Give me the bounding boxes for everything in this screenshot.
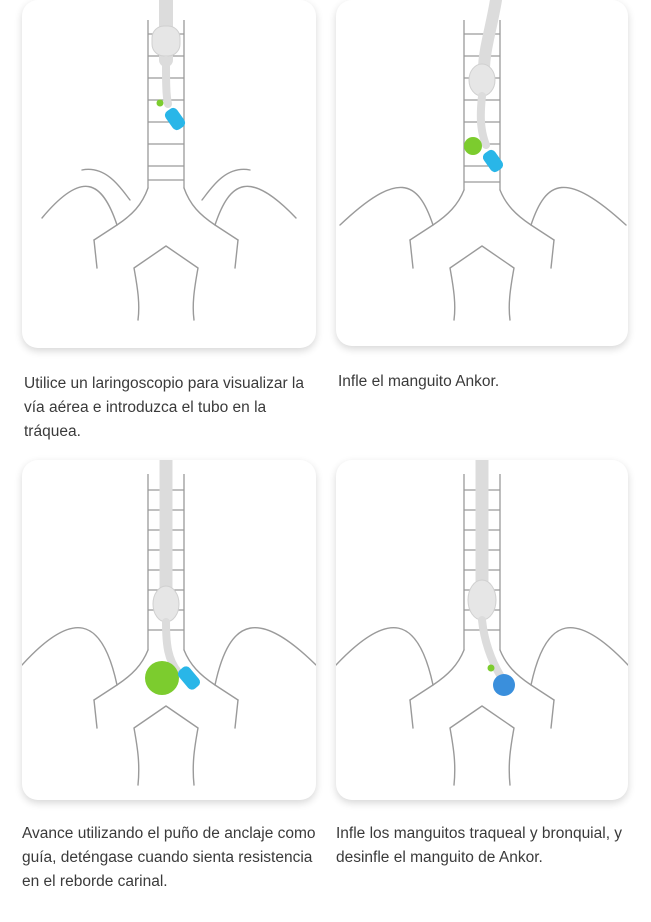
lungs-outline — [42, 169, 296, 320]
step-2-illustration — [336, 0, 628, 346]
endobronchial-tube — [145, 460, 202, 695]
airway-diagram — [22, 0, 316, 348]
step-3-illustration — [22, 460, 316, 800]
endobronchial-tube — [468, 460, 515, 696]
step-1-illustration — [22, 0, 316, 348]
step-4-illustration — [336, 460, 628, 800]
endobronchial-tube — [152, 0, 187, 132]
airway-diagram — [336, 460, 628, 800]
lungs-outline — [340, 187, 626, 320]
step-4-caption: Infle los manguitos traqueal y bronquial, y desinfle el manguito de Ankor. — [336, 825, 623, 866]
lungs-outline — [336, 628, 628, 785]
airway-diagram — [336, 0, 628, 346]
step-3-caption: Avance utilizando el puño de anclaje como guía, deténgase cuando sienta resistencia en el reborde carinal. — [22, 825, 316, 890]
step-2-caption: Infle el manguito Ankor. — [338, 373, 500, 390]
airway-diagram — [22, 460, 316, 800]
endobronchial-tube — [464, 0, 505, 174]
step-1-caption: Utilice un laringoscopio para visualizar la vía aérea e introduzca el tubo en la tráquea. — [24, 375, 304, 440]
